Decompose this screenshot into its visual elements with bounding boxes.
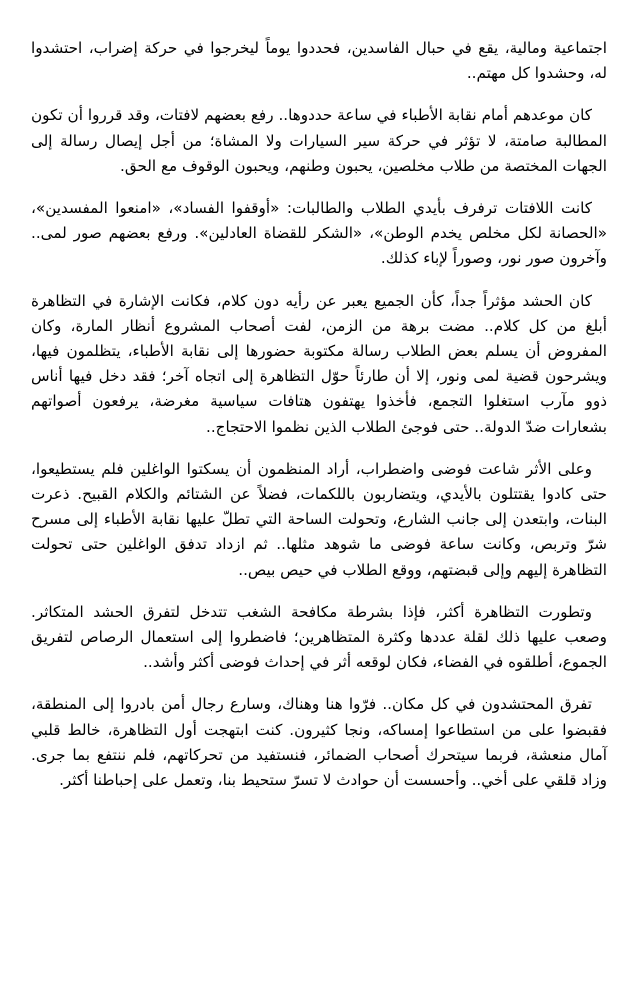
paragraph: كانت اللافتات ترفرف بأيدي الطلاب والطالبات: «أوقفوا الفساد»، «امنعوا المفسدين»، «الحصانة لكل مخلص يخدم الوطن»، «الشكر للقضاة العادلين». ورفع بعضهم صور لمى.. وآخرون صور نور، وصوراً لإباء كذلك. <box>31 199 607 268</box>
paragraph: كان موعدهم أمام نقابة الأطباء في ساعة حددوها.. رفع بعضهم لافتات، وقد قرروا أن تكون المطالبة صامتة، لا تؤثر في حركة سير السيارات ولا المشاة؛ من أجل إيصال رسالة إلى الجهات المختصة من طلاب مخلصين، يحبون وطنهم، ويحبون الوقوف مع الحق. <box>31 106 607 175</box>
paragraph: كان الحشد مؤثراً جداً، كأن الجميع يعبر عن رأيه دون كلام، فكانت الإشارة في التظاهرة أبلغ من كل كلام.. مضت برهة من الزمن، لفت أصحاب المشروع أنظار المارة، وكان المفروض أن يسلم بعض الطلاب رسالة مكتوبة حضورها إلى نقابة الأطباء، يتظلمون فيها، ويشرحون قضية لمى ونور، إلا أن طارئاً حوّل التظاهرة إلى اتجاه آخر؛ فقد دخل فيها أناس ذوو مآرب استغلوا التجمع، فأخذوا يهتفون هتافات سياسية مغرضة، يرفعون أصواتهم بشعارات ضدّ الدولة.. حتى فوجئ الطلاب الذين نظموا الاحتجاج.. <box>31 291 607 436</box>
paragraph: وعلى الأثر شاعت فوضى واضطراب، أراد المنظمون أن يسكتوا الواغلين فلم يستطيعوا، حتى كادوا يقتتلون بالأيدي، ويتضاربون باللكمات، فضلاً عن الشتائم والكلام القبيح. ذعرت البنات، وابتعدن إلى جانب الشارع، وتحولت الساحة التي تطلّ عليها نقابة الأطباء إلى مسرح شرّ وتربص، وكانت ساعة فوضى ما شوهد مثلها.. ثم ازداد تدفق الواغلين حتى تحولت التظاهرة إليهم وإلى قبضتهم، ووقع الطلاب في حيص بيص.. <box>31 459 607 579</box>
document-body <box>31 36 607 810</box>
paragraph: تفرق المحتشدون في كل مكان.. فرّوا هنا وهناك، وسارع رجال أمن بادروا إلى المنطقة، فقبضوا على من استطاعوا إمساكه، ونجا كثيرون. كنت ابتهجت أول التظاهرة، خالط قلبي آمال منعشة، فربما سيتحرك أصحاب الضمائر، فنستفيد من تحركاتهم، فلم ننتفع بما جرى. وزاد قلقي على أخي.. وأحسست أن حوادث لا تسرّ ستحيط بنا، وتعمل على إحباطنا أكثر. <box>31 695 607 790</box>
paragraph: اجتماعية ومالية، يقع في حبال الفاسدين، فحددوا يوماً ليخرجوا في حركة إضراب، احتشدوا له، وحشدوا كل مهتم.. <box>31 39 607 83</box>
paragraph: وتطورت التظاهرة أكثر، فإذا بشرطة مكافحة الشغب تتدخل لتفرق الحشد المتكاثر. وصعب عليها ذلك لقلة عددها وكثرة المتظاهرين؛ فاضطروا إلى استعمال الرصاص لتفريق الجموع، أطلقوه في الفضاء، فكان لوقعه أثر في إحداث فوضى أكثر وأشد.. <box>31 602 607 672</box>
